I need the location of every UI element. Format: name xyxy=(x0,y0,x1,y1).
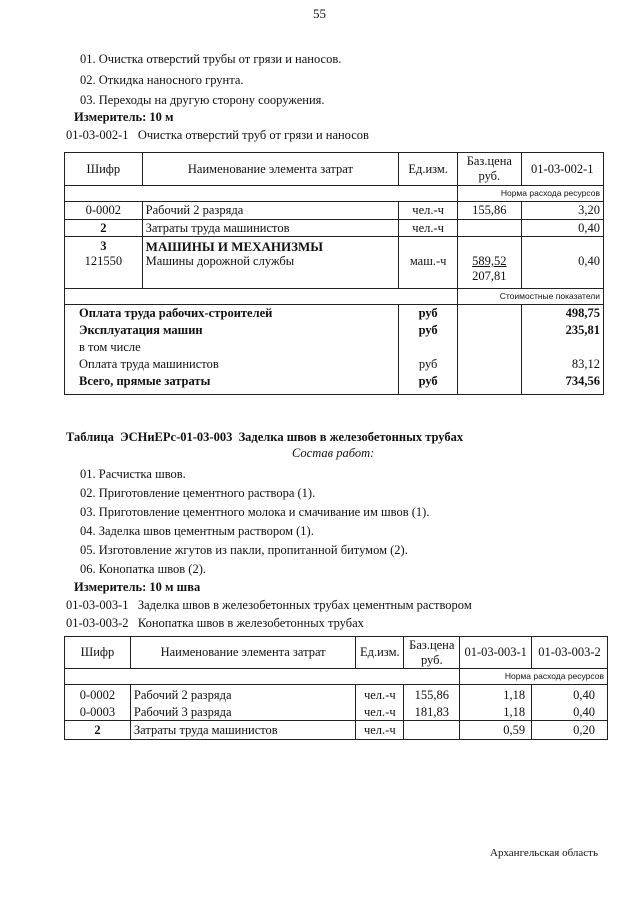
header-unit: Ед.изм. xyxy=(356,637,404,669)
row-unit: маш.-ч xyxy=(399,237,458,289)
measure-label: Измеритель: 10 м шва xyxy=(74,580,201,594)
cost-value: 734,56 xyxy=(565,374,600,388)
header-name: Наименование элемента затрат xyxy=(130,637,355,669)
row-code: 2 xyxy=(65,220,143,237)
cost-values xyxy=(521,305,603,395)
row-code: 0-0002 xyxy=(79,688,116,702)
cost-unit: руб xyxy=(418,306,438,320)
row-unit: чел.-ч xyxy=(399,220,458,237)
measure-label: Измеритель: 10 м xyxy=(74,110,174,124)
work-item: 01. Расчистка швов. xyxy=(80,467,186,481)
row-price-group xyxy=(458,237,522,289)
row-price: 589,52 xyxy=(472,254,507,268)
row-price-group xyxy=(404,685,460,721)
row-price xyxy=(458,220,522,237)
row-value: 0,20 xyxy=(532,721,608,740)
row-value: 0,40 xyxy=(573,688,595,702)
row-unit: чел.-ч xyxy=(363,705,396,719)
norm-caption: Норма расхода ресурсов xyxy=(460,669,608,685)
row-code: 0-0002 xyxy=(65,202,143,220)
header-price: Баз.цена руб. xyxy=(404,637,460,669)
work-item: 02. Откидка наносного грунта. xyxy=(80,73,244,87)
row-name: Рабочий 3 разряда xyxy=(133,705,232,719)
footer-region: Архангельская область xyxy=(490,847,598,859)
row-price: 181,83 xyxy=(414,705,449,719)
row-code-group xyxy=(65,237,143,289)
row-value-group xyxy=(460,685,532,721)
row-value: 1,18 xyxy=(503,688,526,702)
resource-table-2 xyxy=(64,636,608,740)
code-line: 01-03-003-2 Конопатка швов в железобетонных трубах xyxy=(66,616,364,630)
header-price: Баз.цена руб. xyxy=(458,153,522,186)
work-item: 05. Изготовление жгутов из пакли, пропитанной битумом (2). xyxy=(80,543,408,557)
work-item: 06. Конопатка швов (2). xyxy=(80,562,207,576)
cost-unit: руб xyxy=(418,374,438,388)
row-price xyxy=(404,721,460,740)
row-unit: чел.-ч xyxy=(356,721,404,740)
row-code: 121550 xyxy=(84,254,123,268)
cost-name: Всего, прямые затраты xyxy=(79,374,211,388)
cost-name: в том числе xyxy=(79,340,141,354)
row-value: 3,20 xyxy=(521,202,603,220)
header-code: Шифр xyxy=(65,153,143,186)
cost-caption: Стоимостные показатели xyxy=(458,289,604,305)
cost-name: Оплата труда рабочих-строителей xyxy=(79,306,273,320)
row-value-group xyxy=(532,685,608,721)
row-value: 1,18 xyxy=(503,705,526,719)
norm-caption: Норма расхода ресурсов xyxy=(458,186,604,202)
row-name: Рабочий 2 разряда xyxy=(142,202,399,220)
header-name: Наименование элемента затрат xyxy=(142,153,399,186)
row-value: 0,59 xyxy=(460,721,532,740)
header-code-col: 01-03-003-2 xyxy=(532,637,608,669)
row-unit: чел.-ч xyxy=(399,202,458,220)
cost-value xyxy=(525,340,600,355)
row-code: 3 xyxy=(100,239,107,253)
work-item: 01. Очистка отверстий трубы от грязи и наносов. xyxy=(80,52,342,66)
code-line: 01-03-003-1 Заделка швов в железобетонных трубах цементным раствором xyxy=(66,598,472,612)
row-code: 2 xyxy=(65,721,131,740)
cost-unit: руб xyxy=(418,323,438,337)
header-code: Шифр xyxy=(65,637,131,669)
cost-value: 235,81 xyxy=(565,323,600,337)
row-name-group xyxy=(130,685,355,721)
row-price: 155,86 xyxy=(458,202,522,220)
row-price: 155,86 xyxy=(414,688,449,702)
resource-table-1 xyxy=(64,152,604,395)
cost-value: 83,12 xyxy=(571,357,600,371)
row-name: Рабочий 2 разряда xyxy=(133,688,232,702)
cost-value: 498,75 xyxy=(565,306,600,320)
row-value: 0,40 xyxy=(521,220,603,237)
row-code: 0-0003 xyxy=(79,705,116,719)
row-unit: чел.-ч xyxy=(363,688,396,702)
row-value: 0,40 xyxy=(573,705,595,719)
cost-unit xyxy=(402,340,454,355)
code-line: 01-03-002-1 Очистка отверстий труб от грязи и наносов xyxy=(66,128,369,142)
work-item: 04. Заделка швов цементным раствором (1). xyxy=(80,524,314,538)
page-number: 55 xyxy=(313,6,326,21)
row-code-group xyxy=(65,685,131,721)
work-item: 03. Переходы на другую сторону сооружения. xyxy=(80,93,325,107)
table-subtitle: Состав работ: xyxy=(292,446,375,460)
work-item: 03. Приготовление цементного молока и смачивание им швов (1). xyxy=(80,505,430,519)
row-unit-group xyxy=(356,685,404,721)
cost-name: Эксплуатация машин xyxy=(79,323,203,337)
header-code-col: 01-03-002-1 xyxy=(521,153,603,186)
row-price-2: 207,81 xyxy=(472,269,507,283)
cost-unit: руб xyxy=(418,357,438,371)
header-unit: Ед.изм. xyxy=(399,153,458,186)
cost-names xyxy=(65,305,399,395)
row-name: МАШИНЫ И МЕХАНИЗМЫ xyxy=(145,239,324,254)
row-name: Машины дорожной службы xyxy=(145,254,295,268)
work-item: 02. Приготовление цементного раствора (1). xyxy=(80,486,316,500)
cost-units xyxy=(399,305,458,395)
row-value: 0,40 xyxy=(521,237,603,289)
row-name: Затраты труда машинистов xyxy=(130,721,355,740)
header-code-col: 01-03-003-1 xyxy=(460,637,532,669)
row-name-group xyxy=(142,237,399,289)
table-title: Таблица ЭСНиЕРс-01-03-003 Заделка швов в железобетонных трубах xyxy=(66,430,464,444)
row-name: Затраты труда машинистов xyxy=(142,220,399,237)
cost-name: Оплата труда машинистов xyxy=(79,357,219,371)
